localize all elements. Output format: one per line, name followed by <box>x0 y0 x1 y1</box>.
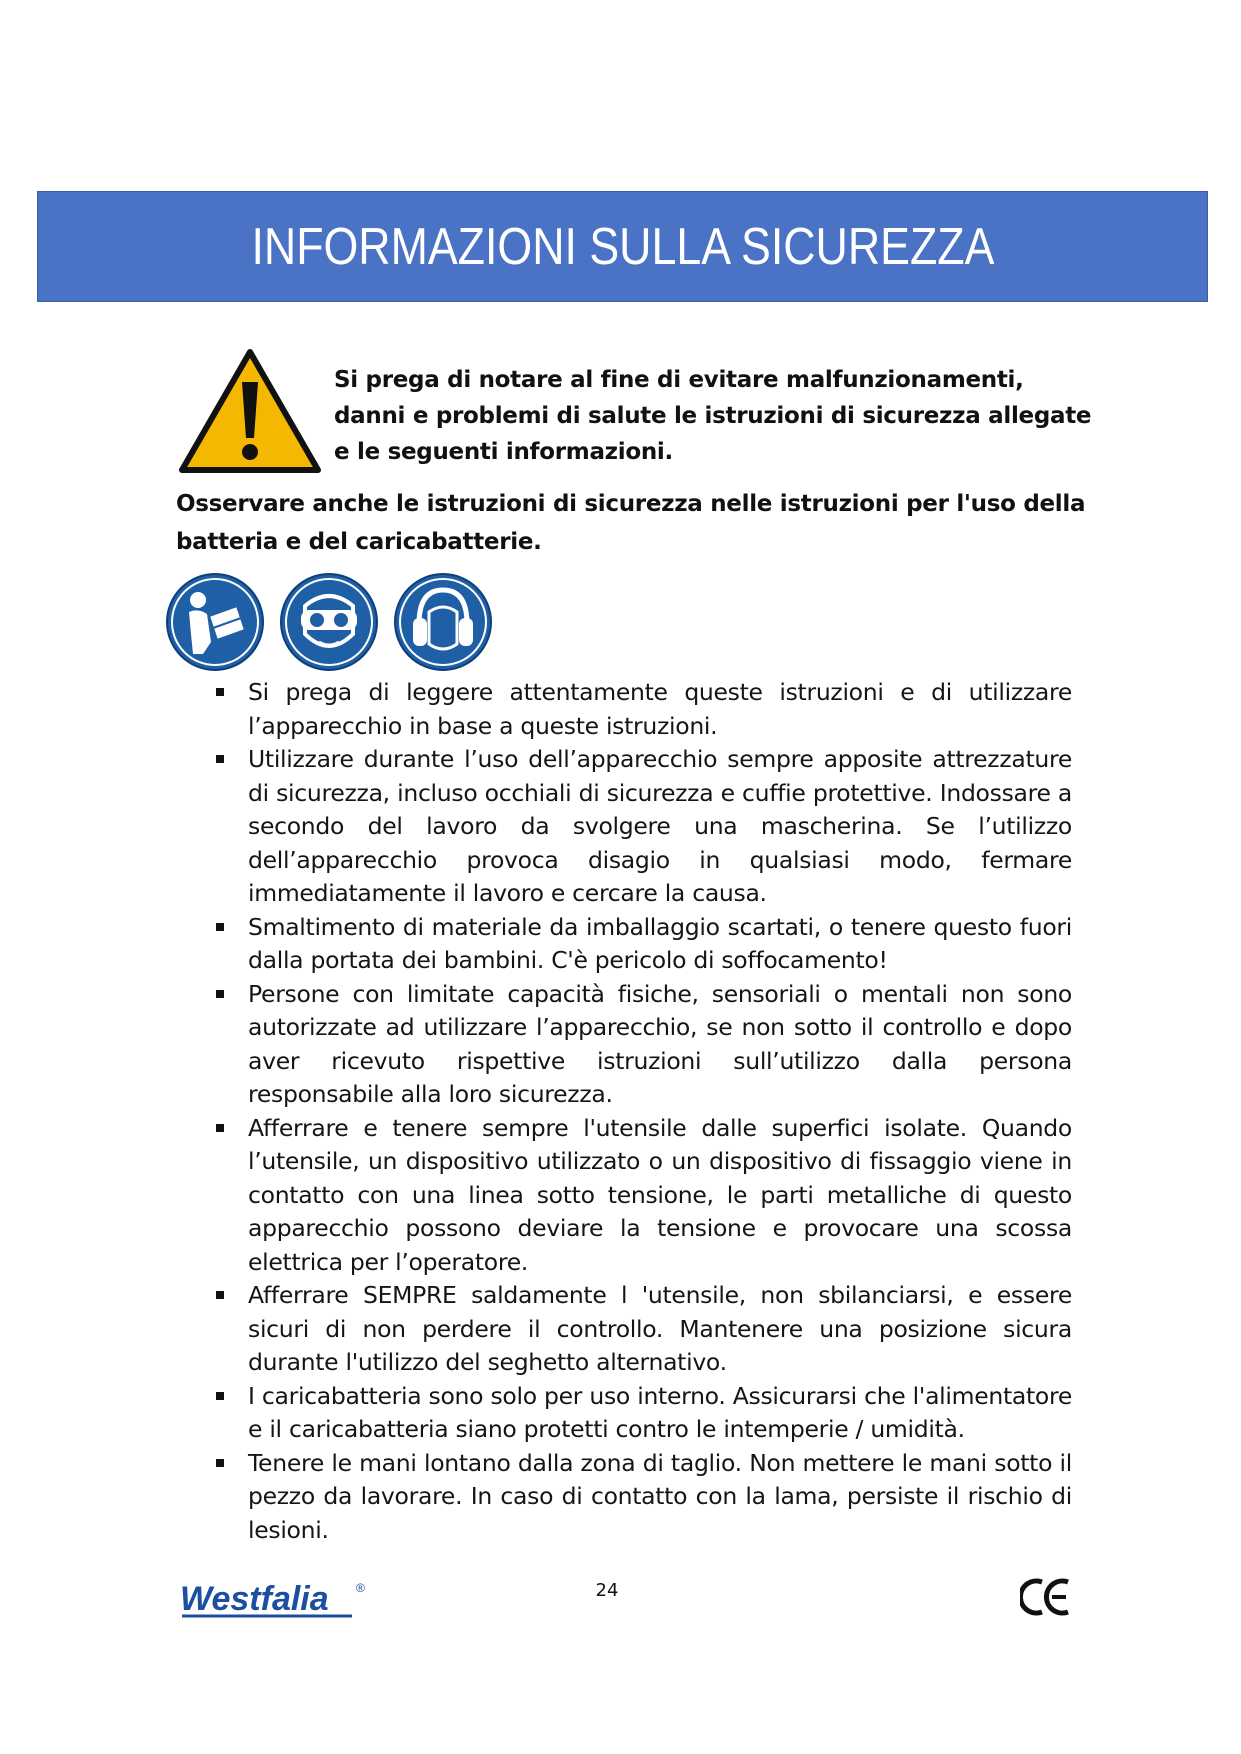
page-title: INFORMAZIONI SULLA SICUREZZA <box>251 217 994 276</box>
list-item: Afferrare SEMPRE saldamente l 'utensile, non sbilanciarsi, e essere sicuri di non perdere il controllo. Mantenere una posizione sicura durante l'utilizzo del seghetto alternativo. <box>212 1279 1072 1380</box>
ppe-icons <box>165 572 493 672</box>
safety-goggles-icon <box>279 572 379 672</box>
westfalia-logo <box>176 1578 376 1620</box>
warning-icon <box>178 348 322 474</box>
list-item: Afferrare e tenere sempre l'utensile dalle superfici isolate. Quando l’utensile, un dispositivo utilizzato o un dispositivo di fissaggio viene in contatto con una linea sotto tensione, le parti metalliche di questo apparecchio possono deviare la tensione e provocare una scossa elettrica per l’operatore. <box>212 1112 1072 1280</box>
list-item: Tenere le mani lontano dalla zona di taglio. Non mettere le mani sotto il pezzo da lavorare. In caso di contatto con la lama, persiste il rischio di lesioni. <box>212 1447 1072 1548</box>
list-item: Si prega di leggere attentamente queste istruzioni e di utilizzare l’apparecchio in base a queste istruzioni. <box>212 676 1072 743</box>
ear-protection-icon <box>393 572 493 672</box>
registered-mark: ® <box>356 1581 365 1595</box>
list-item: Smaltimento di materiale da imballaggio scartati, o tenere questo fuori dalla portata dei bambini. C'è pericolo di soffocamento! <box>212 911 1072 978</box>
section-header <box>37 191 1208 302</box>
list-item: Persone con limitate capacità fisiche, sensoriali o mentali non sono autorizzate ad utilizzare l’apparecchio, se non sotto il controllo e dopo aver ricevuto rispettive istruzioni sull’utilizzo dalla persona responsabile alla loro sicurezza. <box>212 978 1072 1112</box>
safety-instructions-list <box>212 676 1072 1547</box>
battery-note: Osservare anche le istruzioni di sicurezza nelle istruzioni per l'uso della batteria e del caricabatterie. <box>176 491 1086 555</box>
read-manual-icon <box>165 572 265 672</box>
brand-name: Westfalia <box>180 1580 329 1618</box>
page-number: 24 <box>595 1580 619 1601</box>
ce-mark-icon <box>1020 1576 1072 1618</box>
list-item: I caricabatteria sono solo per uso interno. Assicurarsi che l'alimentatore e il caricabatteria siano protetti contro le intemperie / umidità. <box>212 1380 1072 1447</box>
list-item: Utilizzare durante l’uso dell’apparecchio sempre apposite attrezzature di sicurezza, incluso occhiali di sicurezza e cuffie protettive. Indossare a secondo del lavoro da svolgere una mascherina. Se l’utilizzo dell’apparecchio provoca disagio in qualsiasi modo, fermare immediatamente il lavoro e cercare la causa. <box>212 743 1072 911</box>
intro-text: Si prega di notare al fine di evitare malfunzionamenti, danni e problemi di salute le istruzioni di sicurezza allegate e le seguenti informazioni. <box>334 367 1092 465</box>
